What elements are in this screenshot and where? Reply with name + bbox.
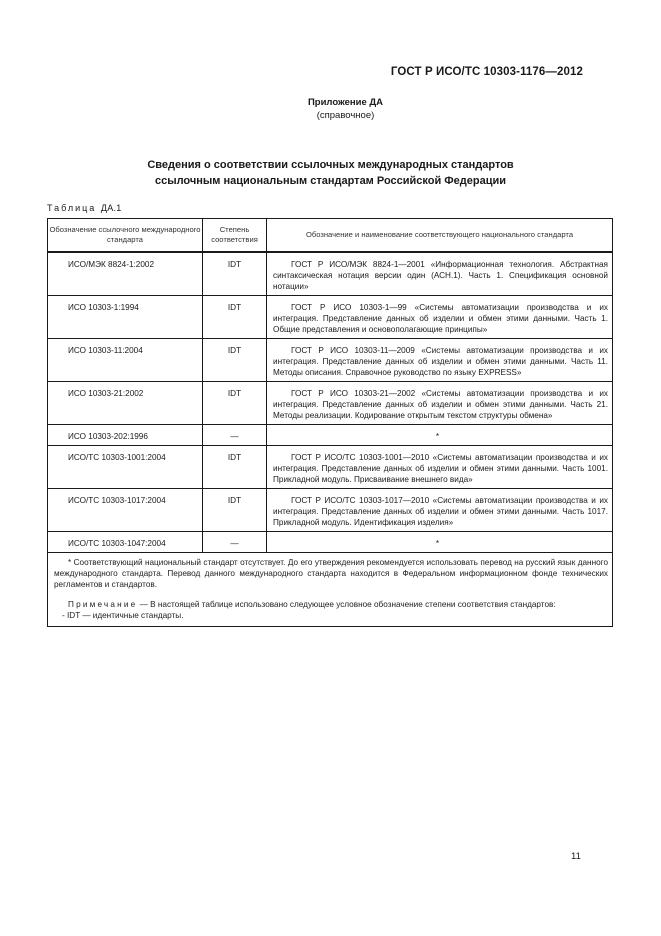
- cell-degree: —: [203, 425, 267, 446]
- footnote-text: * Соответствующий национальный стандарт отсутствует. До его утверждения рекомендуется использовать перевод на русский язык данного международного стандарта. Перевод данного международного стандарта находится в Федеральном информационном фонде технических регламентов и стандартов.: [54, 558, 608, 589]
- national-standard-text: ГОСТ Р ИСО 10303-11—2009 «Системы автоматизации производства и их интеграция. Представление данных об изделии и обмен этими данными. Часть 11. Методы описания. Справочное руководство по языку EXPRESS»: [273, 346, 608, 377]
- cell-international-standard: ИСО 10303-21:2002: [48, 382, 203, 425]
- table-row: [48, 296, 613, 339]
- header-international-standard: Обозначение ссылочного международного стандарта: [48, 219, 203, 253]
- table-row: [48, 382, 613, 425]
- national-standard-text: ГОСТ Р ИСО/ТС 10303-1001—2010 «Системы автоматизации производства и их интеграция. Представление данных об изделии и обмен этими данными. Часть 1001. Прикладной модуль. Присваивание внешнего вида»: [273, 453, 608, 484]
- table-caption-number: ДА.1: [100, 203, 122, 213]
- cell-national-standard: [267, 339, 613, 382]
- table-row: [48, 532, 613, 553]
- cell-international-standard: ИСО 10303-1:1994: [48, 296, 203, 339]
- cell-international-standard: ИСО/ТС 10303-1047:2004: [48, 532, 203, 553]
- cell-degree: IDT: [203, 382, 267, 425]
- cell-national-standard: [267, 382, 613, 425]
- cell-international-standard: ИСО/ТС 10303-1001:2004: [48, 446, 203, 489]
- appendix-heading: [0, 96, 661, 122]
- cell-degree: IDT: [203, 339, 267, 382]
- cell-national-standard: *: [267, 425, 613, 446]
- note-text: — В настоящей таблице использовано следующее условное обозначение степени соответствия стандартов:: [139, 600, 556, 609]
- cell-degree: IDT: [203, 489, 267, 532]
- section-title-line-2: ссылочным национальным стандартам Российской Федерации: [154, 175, 507, 187]
- appendix-title: Приложение ДА: [307, 97, 384, 108]
- national-standard-text: ГОСТ Р ИСО 10303-1—99 «Системы автоматизации производства и их интеграция. Представление данных об изделии и обмен этими данными. Часть 1. Общие представления и основополагающие принципы»: [273, 303, 608, 334]
- appendix-subtitle: (справочное): [316, 110, 375, 121]
- cell-degree: IDT: [203, 252, 267, 296]
- table-row: [48, 252, 613, 296]
- national-standard-text: ГОСТ Р ИСО/МЭК 8824-1—2001 «Информационная технология. Абстрактная синтаксическая нотация версии один (АСН.1). Часть 1. Спецификация основной нотации»: [273, 260, 608, 291]
- table-note: [54, 599, 608, 610]
- cell-degree: IDT: [203, 446, 267, 489]
- document-code: ГОСТ Р ИСО/ТС 10303-1176—2012: [390, 66, 583, 78]
- table-header-row: [48, 219, 613, 253]
- national-standard-text: ГОСТ Р ИСО 10303-21—2002 «Системы автоматизации производства и их интеграция. Представление данных об изделии и обмен этими данными. Часть 21. Методы реализации. Кодирование открытым текстом структуры обмена»: [273, 389, 608, 420]
- table-row: [48, 425, 613, 446]
- cell-national-standard: [267, 252, 613, 296]
- table-footnote-cell: [48, 553, 613, 627]
- correspondence-table: [47, 218, 613, 627]
- section-title: [0, 157, 661, 189]
- cell-international-standard: ИСО 10303-202:1996: [48, 425, 203, 446]
- table-row: [48, 489, 613, 532]
- cell-national-standard: [267, 489, 613, 532]
- table-row: [48, 339, 613, 382]
- cell-national-standard: [267, 446, 613, 489]
- cell-degree: —: [203, 532, 267, 553]
- cell-international-standard: ИСО/МЭК 8824-1:2002: [48, 252, 203, 296]
- cell-international-standard: ИСО 10303-11:2004: [48, 339, 203, 382]
- cell-degree: IDT: [203, 296, 267, 339]
- cell-national-standard: [267, 296, 613, 339]
- table-row: [48, 446, 613, 489]
- header-degree: Степень соответствия: [203, 219, 267, 253]
- table-caption-prefix: Таблица: [47, 203, 97, 213]
- cell-international-standard: ИСО/ТС 10303-1017:2004: [48, 489, 203, 532]
- national-standard-text: ГОСТ Р ИСО/ТС 10303-1017—2010 «Системы автоматизации производства и их интеграция. Представление данных об изделии и обмен этими данными. Часть 1017. Прикладной модуль. Идентификация изделия»: [273, 496, 608, 527]
- note-label: Примечание: [68, 600, 138, 609]
- table-footnote-row: [48, 553, 613, 627]
- section-title-line-1: Сведения о соответствии ссылочных международных стандартов: [147, 159, 514, 171]
- cell-national-standard: *: [267, 532, 613, 553]
- table-caption: [47, 203, 122, 213]
- note-list-item: - IDT — идентичные стандарты.: [62, 611, 184, 620]
- page-number: 11: [571, 851, 581, 862]
- header-national-standard: Обозначение и наименование соответствующего национального стандарта: [267, 219, 613, 253]
